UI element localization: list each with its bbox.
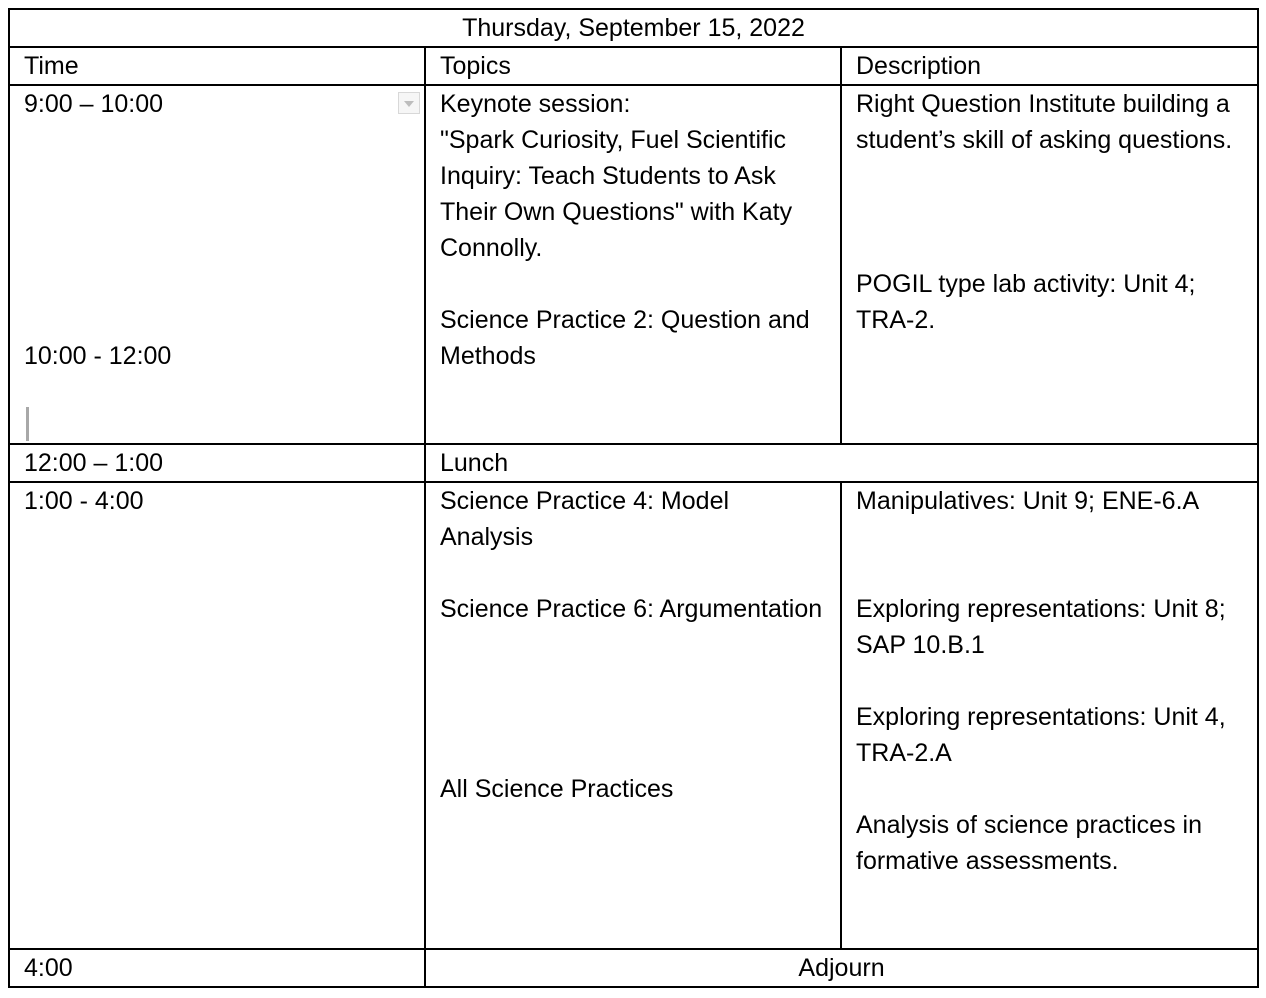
keynote-title: "Spark Curiosity, Fuel Scientific Inquiry: Teach Students to Ask Their Own Questions" with Katy Connolly. bbox=[440, 126, 793, 262]
all-science-practices-topic: All Science Practices bbox=[440, 775, 674, 803]
dropdown-icon[interactable] bbox=[398, 92, 420, 114]
manipulatives-description: Manipulatives: Unit 9; ENE-6.A bbox=[856, 487, 1200, 515]
pogil-description: POGIL type lab activity: Unit 4; TRA-2. bbox=[856, 270, 1196, 334]
science-practice-6-topic: Science Practice 6: Argumentation bbox=[440, 595, 823, 623]
lunch-label: Lunch bbox=[425, 444, 1258, 482]
lunch-time: 12:00 – 1:00 bbox=[9, 444, 425, 482]
text-cursor-icon bbox=[26, 407, 29, 441]
adjourn-row bbox=[9, 949, 1258, 987]
header-time: Time bbox=[9, 47, 425, 85]
morning-time-cell[interactable] bbox=[9, 85, 425, 444]
title-row bbox=[9, 9, 1258, 47]
schedule-table bbox=[8, 8, 1259, 988]
keynote-label: Keynote session: bbox=[440, 90, 631, 118]
header-description: Description bbox=[841, 47, 1258, 85]
science-practice-4-topic: Science Practice 4: Model Analysis bbox=[440, 487, 730, 551]
header-topics: Topics bbox=[425, 47, 841, 85]
morning-topics-cell bbox=[425, 85, 841, 444]
keynote-description: Right Question Institute building a student’s skill of asking questions. bbox=[856, 90, 1233, 154]
time-slot-10-12: 10:00 - 12:00 bbox=[24, 342, 172, 370]
morning-description-cell bbox=[841, 85, 1258, 444]
adjourn-label: Adjourn bbox=[425, 949, 1258, 987]
lunch-row bbox=[9, 444, 1258, 482]
adjourn-time: 4:00 bbox=[9, 949, 425, 987]
afternoon-row bbox=[9, 482, 1258, 949]
science-practices-analysis-description: Analysis of science practices in formative assessments. bbox=[856, 811, 1202, 875]
date-title: Thursday, September 15, 2022 bbox=[9, 9, 1258, 47]
science-practice-2-topic: Science Practice 2: Question and Methods bbox=[440, 306, 810, 370]
representations-unit-4-description: Exploring representations: Unit 4, TRA-2.A bbox=[856, 703, 1226, 767]
morning-row bbox=[9, 85, 1258, 444]
afternoon-description-cell bbox=[841, 482, 1258, 949]
afternoon-time: 1:00 - 4:00 bbox=[9, 482, 425, 949]
afternoon-topics-cell bbox=[425, 482, 841, 949]
time-slot-9-10: 9:00 – 10:00 bbox=[24, 90, 164, 118]
header-row bbox=[9, 47, 1258, 85]
representations-unit-8-description: Exploring representations: Unit 8; SAP 10.B.1 bbox=[856, 595, 1226, 659]
